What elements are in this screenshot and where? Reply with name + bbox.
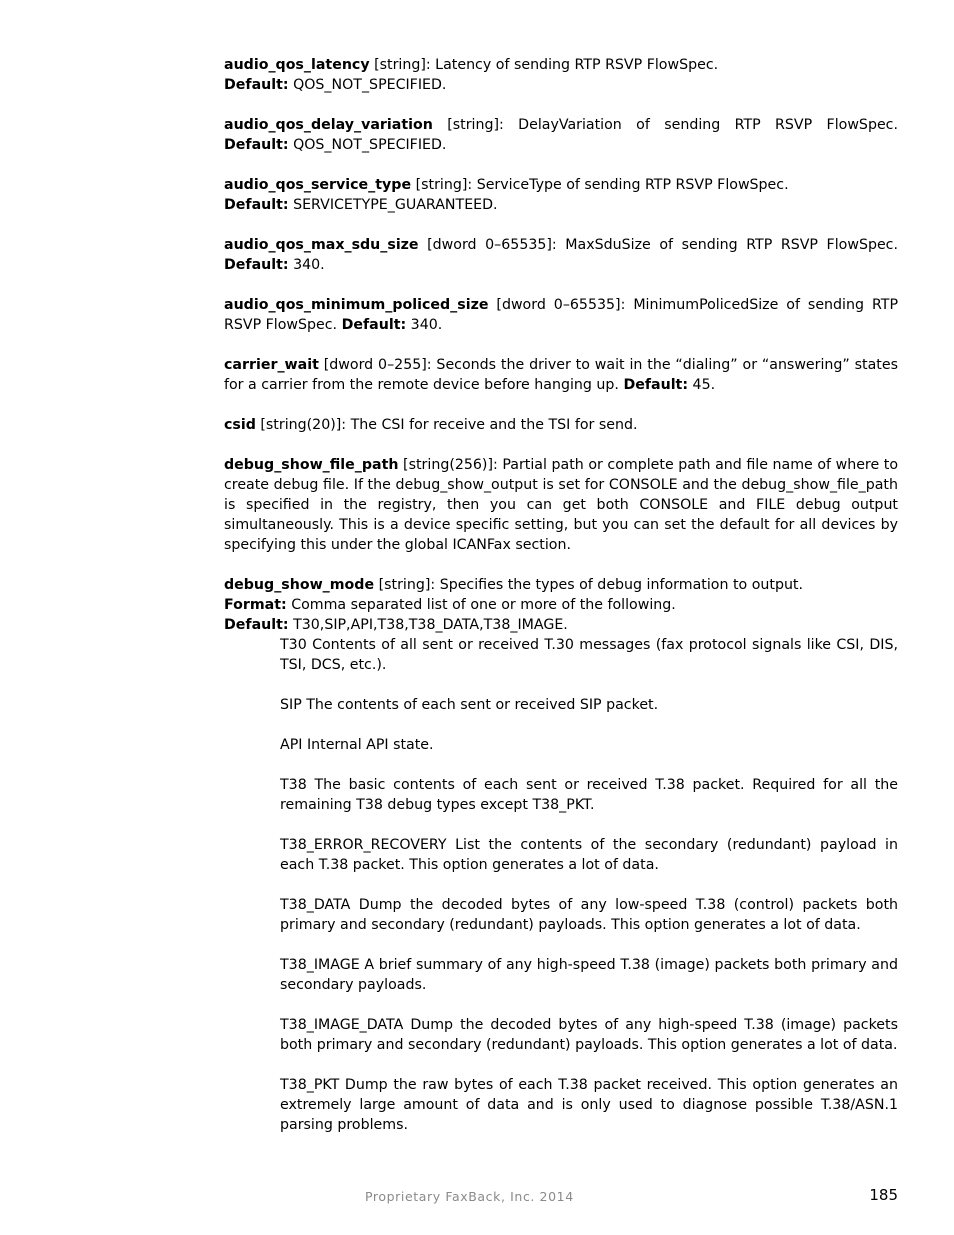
format-label: Format: <box>224 597 287 613</box>
setting-name: audio_qos_max_sdu_size <box>224 237 419 253</box>
setting-entry <box>224 235 898 275</box>
debug-mode-option: T38 The basic contents of each sent or received T.38 packet. Required for all the remaining T38 debug types except T38_PKT. <box>280 777 898 813</box>
setting-name: audio_qos_service_type <box>224 177 412 193</box>
setting-description: [dword 0–65535]: MaxSduSize of sending RTP RSVP FlowSpec. <box>418 237 898 253</box>
page-number: 185 <box>869 1186 898 1204</box>
setting-entry <box>224 295 898 335</box>
default-label: Default: <box>224 617 289 633</box>
setting-name: debug_show_file_path <box>224 457 399 473</box>
debug-mode-option: API Internal API state. <box>280 737 434 753</box>
setting-description: [string]: DelayVariation of sending RTP RSVP FlowSpec. <box>432 117 898 133</box>
default-value: 340. <box>406 317 443 333</box>
setting-name: audio_qos_delay_variation <box>224 117 433 133</box>
default-value: 45. <box>688 377 716 393</box>
setting-description: [dword 0–255]: Seconds the driver to wait in the “dialing” or “answering” states for a carrier from the remote device before hanging up. <box>224 357 898 393</box>
setting-name: carrier_wait <box>224 357 319 373</box>
setting-entry <box>224 55 898 95</box>
setting-name: audio_qos_minimum_policed_size <box>224 297 489 313</box>
debug-mode-option: T38_PKT Dump the raw bytes of each T.38 packet received. This option generates an extremely large amount of data and is only used to diagnose possible T.38/ASN.1 parsing problems. <box>280 1077 898 1133</box>
debug-mode-option: T30 Contents of all sent or received T.30 messages (fax protocol signals like CSI, DIS, TSI, DCS, etc.). <box>280 637 898 673</box>
default-value: T30,SIP,API,T38,T38_DATA,T38_IMAGE. <box>288 617 568 633</box>
setting-description: [string(256)]: Partial path or complete path and file name of where to create debug file. If the debug_show_output is set for CONSOLE and the debug_show_file_path is specified in the registry, then you can get both CONSOLE and FILE debug output simultaneously. This is a device specific setting, but you can set the default for all devices by specifying this under the global ICANFax section. <box>224 457 898 553</box>
setting-name: csid <box>224 417 256 433</box>
setting-entry <box>224 415 898 435</box>
default-label: Default: <box>224 257 289 273</box>
document-body <box>224 55 898 1135</box>
setting-name: debug_show_mode <box>224 577 375 593</box>
setting-entry-debug-show-mode <box>224 575 898 635</box>
default-label: Default: <box>623 377 689 393</box>
default-value: QOS_NOT_SPECIFIED. <box>288 137 447 153</box>
debug-mode-options-list <box>280 635 898 1135</box>
setting-description: [string]: Specifies the types of debug information to output. <box>374 577 804 593</box>
default-value: SERVICETYPE_GUARANTEED. <box>288 197 498 213</box>
setting-name: audio_qos_latency <box>224 57 370 73</box>
default-value: 340. <box>288 257 325 273</box>
debug-mode-option: T38_ERROR_RECOVERY List the contents of the secondary (redundant) payload in each T.38 packet. This option generates a lot of data. <box>280 837 898 873</box>
default-label: Default: <box>224 77 289 93</box>
debug-mode-option: T38_IMAGE_DATA Dump the decoded bytes of any high-speed T.38 (image) packets both primary and secondary (redundant) payloads. This option generates a lot of data. <box>280 1017 898 1053</box>
setting-description: [string]: Latency of sending RTP RSVP FlowSpec. <box>369 57 719 73</box>
default-label: Default: <box>341 317 407 333</box>
setting-entry <box>224 455 898 555</box>
setting-entry <box>224 355 898 395</box>
footer-company: Proprietary FaxBack, Inc. 2014 <box>365 1189 574 1204</box>
setting-entry <box>224 175 898 215</box>
setting-description: [string(20)]: The CSI for receive and the TSI for send. <box>255 417 638 433</box>
debug-mode-option: SIP The contents of each sent or received SIP packet. <box>280 697 659 713</box>
default-label: Default: <box>224 137 289 153</box>
default-label: Default: <box>224 197 289 213</box>
debug-mode-option: T38_IMAGE A brief summary of any high-speed T.38 (image) packets both primary and secondary payloads. <box>280 957 898 993</box>
setting-entry <box>224 115 898 155</box>
default-value: QOS_NOT_SPECIFIED. <box>288 77 447 93</box>
format-value: Comma separated list of one or more of the following. <box>286 597 676 613</box>
setting-description: [string]: ServiceType of sending RTP RSVP FlowSpec. <box>411 177 789 193</box>
setting-description: [dword 0–65535]: MinimumPolicedSize of sending RTP RSVP FlowSpec. <box>224 297 898 333</box>
debug-mode-option: T38_DATA Dump the decoded bytes of any low-speed T.38 (control) packets both primary and secondary (redundant) payloads. This option generates a lot of data. <box>280 897 898 933</box>
